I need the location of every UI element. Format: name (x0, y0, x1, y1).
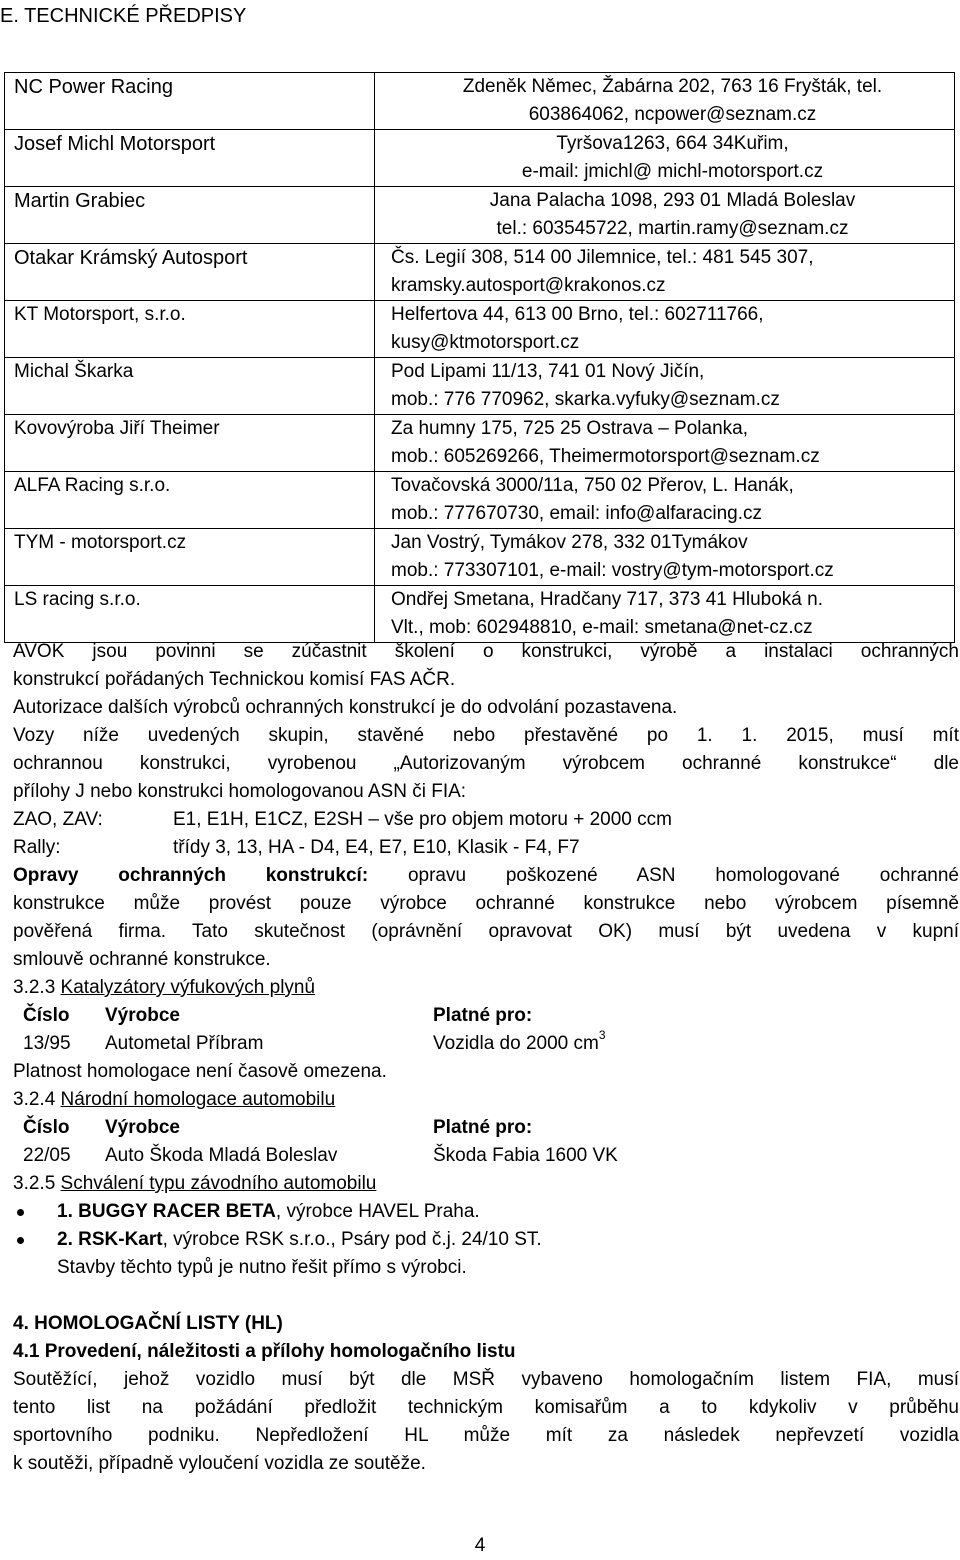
text-line: ochrannou konstrukci, vyrobenou „Autorizovaným výrobcem ochranné konstrukce“ dle (13, 753, 959, 774)
firm-name: Kovovýroba Jiří Theimer (5, 415, 375, 472)
firm-row (5, 529, 955, 586)
contact-line: mob.: 776 770962, skarka.vyfuky@seznam.cz (391, 389, 780, 410)
firm-name: Martin Grabiec (5, 187, 375, 244)
contact-line: Helfertova 44, 613 00 Brno, tel.: 602711766, (391, 304, 764, 325)
firm-row (5, 472, 955, 529)
firm-table (4, 72, 955, 643)
col-maker: Výrobce (105, 1005, 180, 1026)
text-line: k soutěži, případně vyloučení vozidla ze soutěže. (13, 1453, 426, 1474)
firm-contact (375, 301, 955, 358)
item-name: BUGGY RACER BETA (78, 1201, 276, 1222)
firm-contact (375, 73, 955, 130)
contact-line: Tyršova1263, 664 34Kuřim, (556, 133, 789, 154)
section-number: 3.2.4 (13, 1089, 61, 1110)
text-line: pověřená firma. Tato skutečnost (oprávnění opravovat OK) musí být uvedena v kupní (13, 921, 959, 942)
repair-heading: Opravy ochranných konstrukcí: (13, 865, 369, 886)
contact-line: Tovačovská 3000/11a, 750 02 Přerov, L. Hanák, (391, 475, 794, 496)
col-valid: Platné pro: (433, 1005, 533, 1026)
table-header-323 (13, 1002, 959, 1030)
page-number: 4 (474, 1535, 486, 1556)
text-line: tento list na požádání předložit technickým komisařům a to kdykoliv v průběhu (13, 1397, 959, 1418)
contact-line: kusy@ktmotorsport.cz (391, 332, 580, 353)
contact-line: e-mail: jmichl@ michl-motorsport.cz (521, 161, 824, 182)
item-note: Stavby těchto typů je nutno řešit přímo s výrobci. (57, 1257, 467, 1278)
contact-line: mob.: 773307101, e-mail: vostry@tym-motorsport.cz (391, 560, 834, 581)
firm-contact (375, 130, 955, 187)
cell-number: 13/95 (23, 1033, 71, 1054)
cell-maker: Auto Škoda Mladá Boleslav (105, 1145, 338, 1166)
firm-name: KT Motorsport, s.r.o. (5, 301, 375, 358)
spacer (13, 1282, 959, 1310)
section-41-title: 4.1 Provedení, náležitosti a přílohy homologačního listu (13, 1341, 516, 1362)
group-value: E1, E1H, E1CZ, E2SH – vše pro objem motoru + 2000 ccm (173, 809, 672, 830)
cell-maker: Autometal Příbram (105, 1033, 264, 1054)
firm-row (5, 358, 955, 415)
text-line: konstrukce může provést pouze výrobce ochranné konstrukce nebo výrobcem písemně (13, 893, 959, 914)
section-title-text: Národní homologace automobilu (60, 1089, 336, 1110)
authorization-note: Autorizace dalších výrobců ochranných konstrukcí je do odvolání pozastavena. (13, 697, 678, 718)
firm-name: NC Power Racing (5, 73, 375, 130)
bullet-icon (17, 1237, 24, 1244)
repair-line (13, 862, 959, 890)
firm-row (5, 73, 955, 130)
list-item (13, 1226, 959, 1282)
text-line: smlouvě ochranné konstrukce. (13, 949, 271, 970)
firm-name: LS racing s.r.o. (5, 586, 375, 643)
item-number: 1. (57, 1201, 79, 1222)
item-name: RSK-Kart (78, 1229, 163, 1250)
contact-line: Ondřej Smetana, Hradčany 717, 373 41 Hluboká n. (391, 589, 823, 610)
section-4-title: 4. HOMOLOGAČNÍ LISTY (HL) (13, 1313, 283, 1334)
firm-row (5, 130, 955, 187)
firm-name: TYM - motorsport.cz (5, 529, 375, 586)
firm-contact (375, 187, 955, 244)
text-line: přílohy J nebo konstrukci homologovanou ASN či FIA: (13, 781, 467, 802)
contact-line: tel.: 603545722, martin.ramy@seznam.cz (496, 218, 849, 239)
section-number: 3.2.3 (13, 977, 61, 998)
firm-contact (375, 358, 955, 415)
superscript: 3 (598, 1027, 606, 1042)
table-row (13, 1027, 959, 1058)
section-325-title (13, 1170, 959, 1198)
firm-row (5, 415, 955, 472)
text-line: AVOK jsou povinni se zúčastnit školení o konstrukci, výrobě a instalaci ochranných (13, 641, 959, 662)
item-number: 2. (57, 1229, 79, 1250)
firm-row (5, 586, 955, 643)
firm-name: ALFA Racing s.r.o. (5, 472, 375, 529)
contact-line: Za humny 175, 725 25 Ostrava – Polanka, (391, 418, 748, 439)
avok-paragraph (13, 638, 959, 1478)
bullet-icon (17, 1209, 24, 1216)
contact-line: mob.: 777670730, email: info@alfaracing.cz (391, 503, 763, 524)
table-row (13, 1142, 959, 1170)
section-number: 3.2.5 (13, 1173, 61, 1194)
contact-line: kramsky.autosport@krakonos.cz (391, 275, 666, 296)
contact-line: Vlt., mob: 602948810, e-mail: smetana@net-cz.cz (391, 617, 813, 638)
item-text: , výrobce HAVEL Praha. (275, 1201, 480, 1222)
contact-line: Pod Lipami 11/13, 741 01 Nový Jičín, (391, 361, 705, 382)
section-title-text: Schválení typu závodního automobilu (60, 1173, 377, 1194)
table-header-324 (13, 1114, 959, 1142)
cell-valid: Vozidla do 2000 cm (433, 1033, 599, 1054)
firm-contact (375, 529, 955, 586)
section-title-text: Katalyzátory výfukových plynů (60, 977, 316, 998)
group-label: Rally: (13, 837, 61, 858)
approval-list (13, 1198, 959, 1282)
col-maker: Výrobce (105, 1117, 180, 1138)
contact-line: Čs. Legií 308, 514 00 Jilemnice, tel.: 481 545 307, (391, 247, 814, 268)
firm-name: Josef Michl Motorsport (5, 130, 375, 187)
contact-line: Jana Palacha 1098, 293 01 Mladá Boleslav (489, 190, 856, 211)
cell-number: 22/05 (23, 1145, 71, 1166)
group-row-rally (13, 834, 959, 862)
list-item (13, 1198, 959, 1226)
firm-row (5, 187, 955, 244)
group-value: třídy 3, 13, HA - D4, E4, E7, E10, Klasik - F4, F7 (173, 837, 580, 858)
text-line: Vozy níže uvedených skupin, stavěné nebo přestavěné po 1. 1. 2015, musí mít (13, 725, 959, 746)
section-323-title (13, 974, 959, 1002)
contact-line: Jan Vostrý, Tymákov 278, 332 01Tymákov (391, 532, 748, 553)
item-text: , výrobce RSK s.r.o., Psáry pod č.j. 24/10 ST. (162, 1229, 542, 1250)
text-span: opravu poškozené ASN homologované ochranné (368, 865, 959, 886)
firm-contact (375, 244, 955, 301)
col-number: Číslo (23, 1005, 70, 1026)
group-label: ZAO, ZAV: (13, 809, 103, 830)
group-row-zao (13, 806, 959, 834)
text-line: konstrukcí pořádaných Technickou komisí FAS AČR. (13, 669, 456, 690)
text-line: Soutěžící, jehož vozidlo musí být dle MSŘ vybaveno homologačním listem FIA, musí (13, 1369, 959, 1390)
contact-line: 603864062, ncpower@seznam.cz (528, 104, 817, 125)
text-line: sportovního podniku. Nepředložení HL může mít za následek nepřevzetí vozidla (13, 1425, 959, 1446)
firm-contact (375, 586, 955, 643)
firm-row (5, 244, 955, 301)
col-number: Číslo (23, 1117, 70, 1138)
section-title: E. TECHNICKÉ PŘEDPISY (0, 5, 247, 27)
firm-name: Otakar Krámský Autosport (5, 244, 375, 301)
firm-name: Michal Škarka (5, 358, 375, 415)
firm-contact (375, 472, 955, 529)
text-line: Platnost homologace není časově omezena. (13, 1061, 387, 1082)
section-324-title (13, 1086, 959, 1114)
col-valid: Platné pro: (433, 1117, 533, 1138)
firm-contact (375, 415, 955, 472)
cell-valid: Škoda Fabia 1600 VK (433, 1145, 618, 1166)
firm-row (5, 301, 955, 358)
contact-line: Zdeněk Němec, Žabárna 202, 763 16 Fryšták, tel. (462, 76, 883, 97)
contact-line: mob.: 605269266, Theimermotorsport@seznam.cz (391, 446, 820, 467)
